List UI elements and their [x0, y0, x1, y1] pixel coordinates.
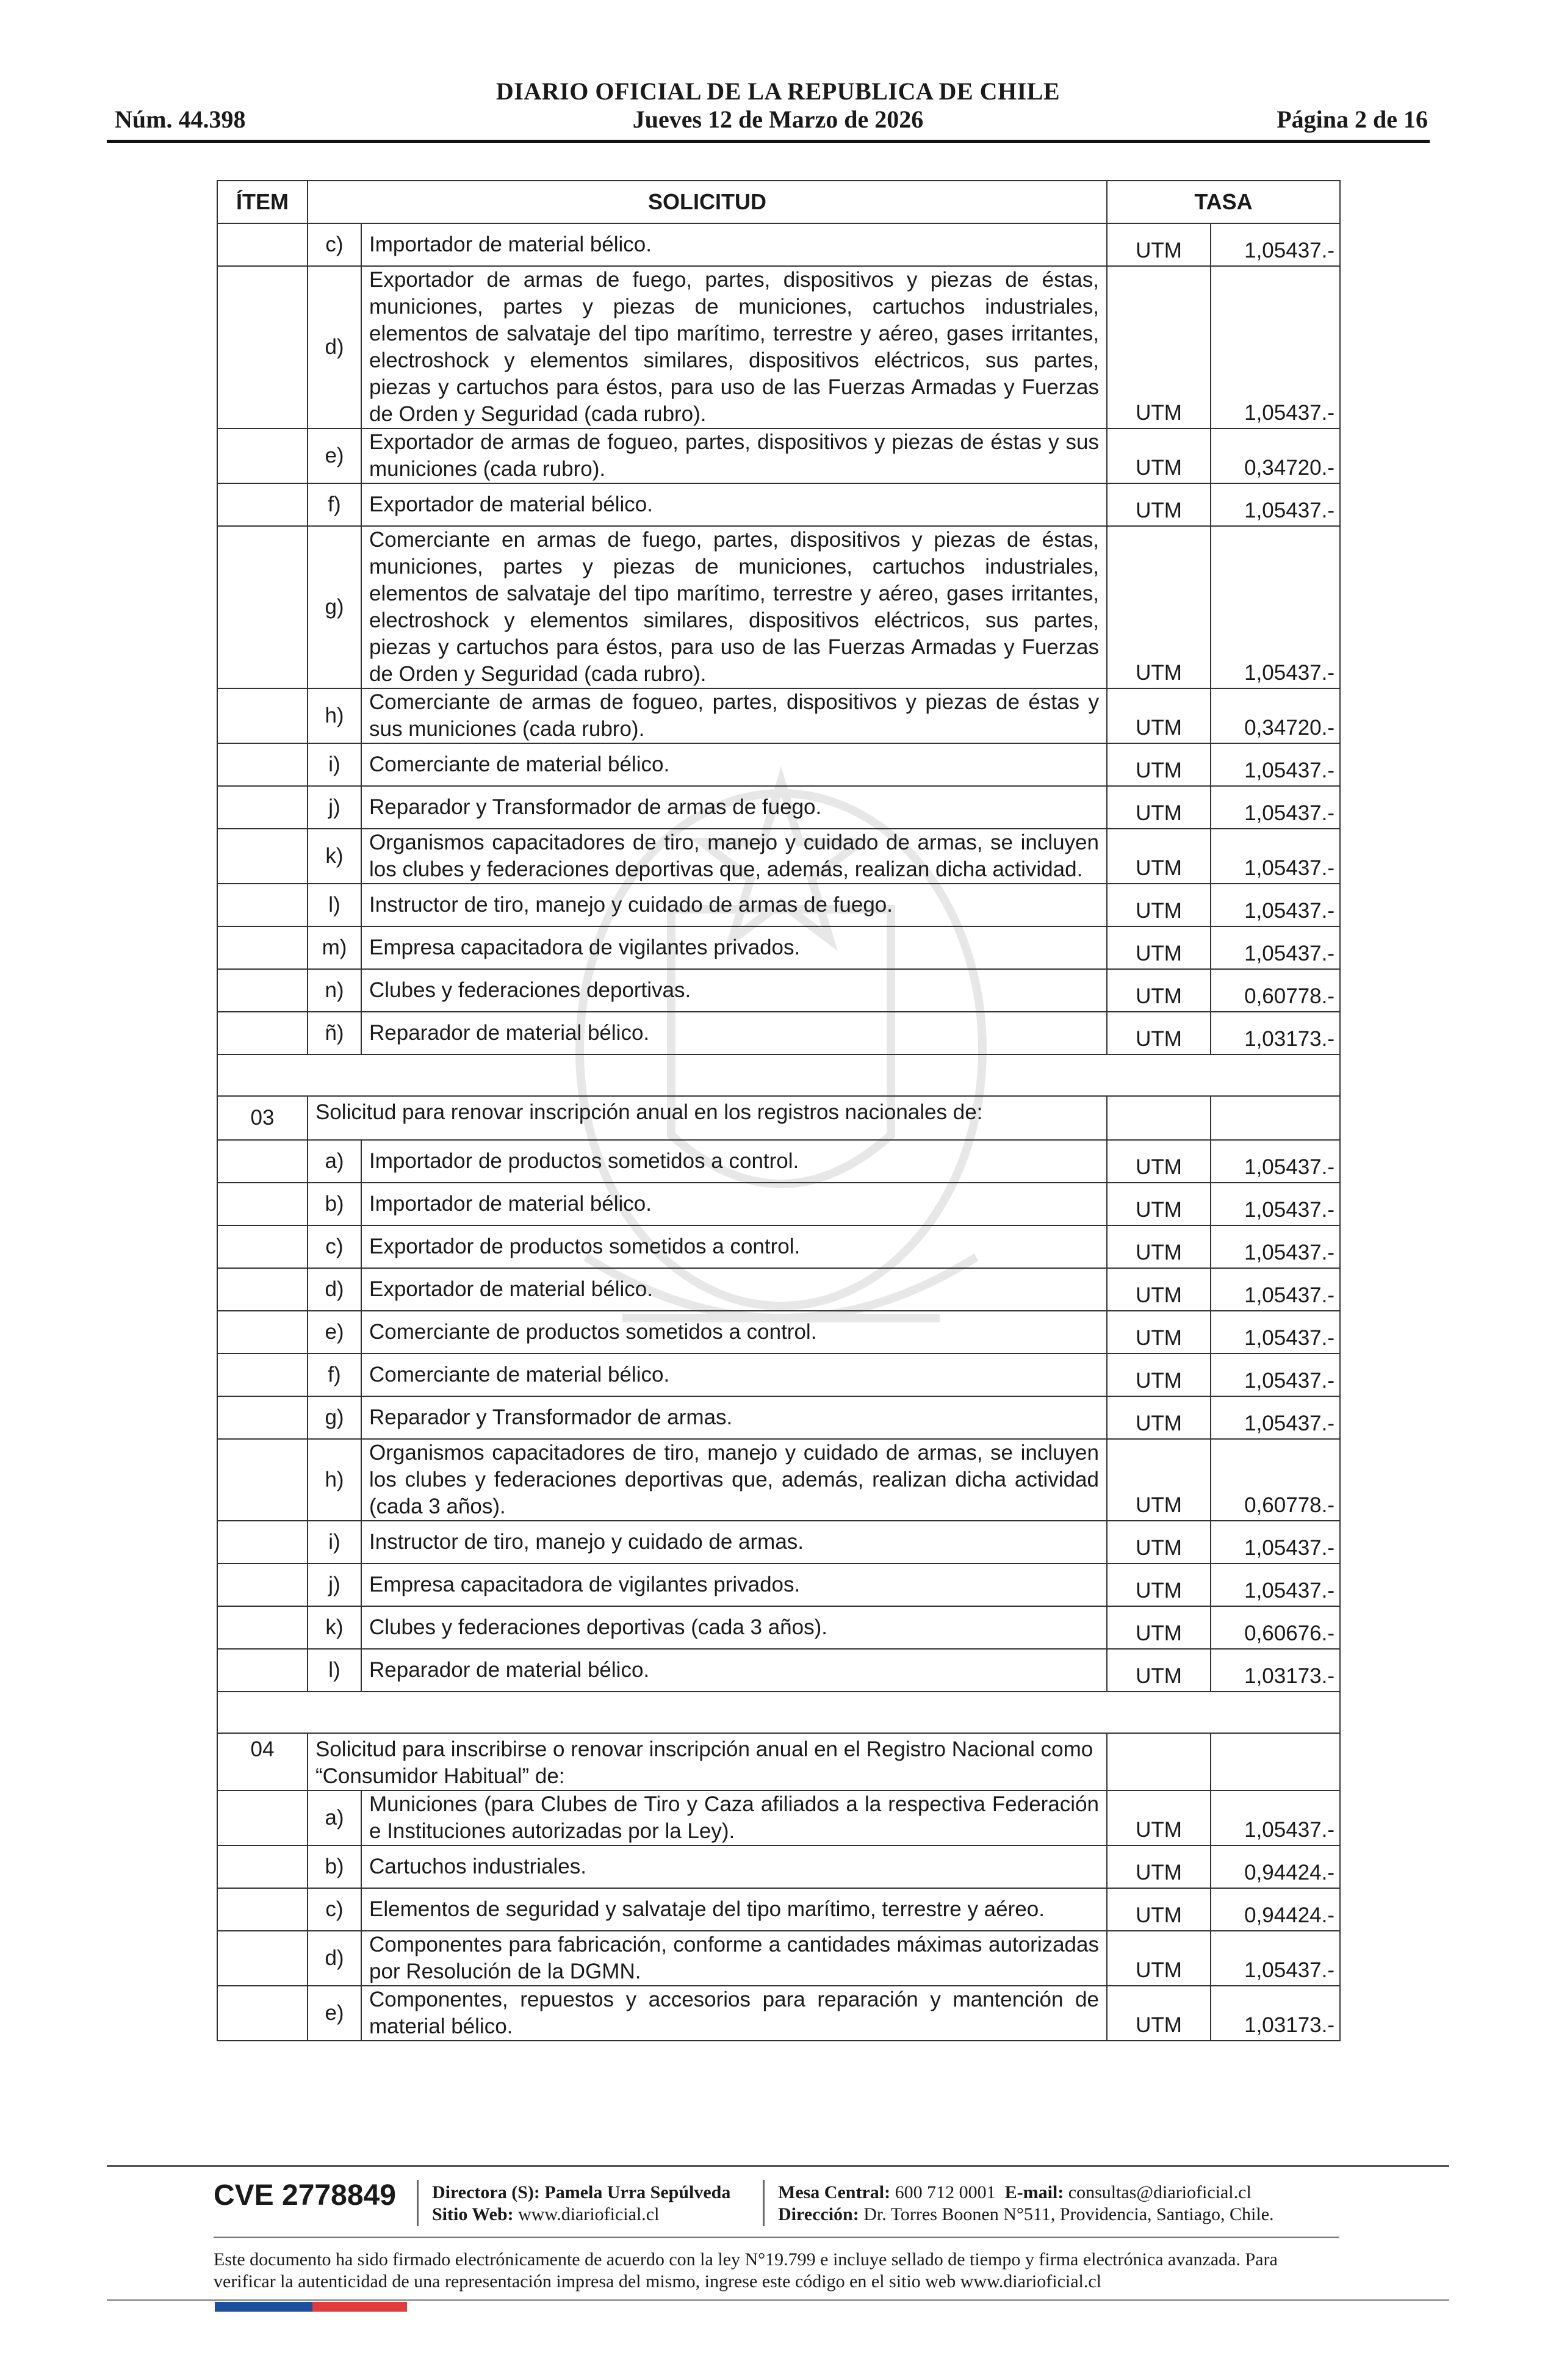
row-letter: c) [308, 1225, 361, 1268]
table-row [217, 1396, 1340, 1439]
row-rate: 1,05437.- [1211, 926, 1340, 969]
column-header-solicitud: SOLICITUD [308, 181, 1107, 223]
footer-rule [107, 2165, 1449, 2167]
row-item-cell [217, 969, 308, 1012]
row-rate: 1,05437.- [1211, 1931, 1340, 1986]
legal-notice: Este documento ha sido firmado electrónicamente de acuerdo con la ley N°19.799 e incluye sellado de tiempo y firma electrónica avanzada. Para verificar la autenticidad de una representación impresa del mismo, ingrese este código en el sitio web www.diarioficial.cl [214, 2249, 1278, 2292]
row-description: Reparador de material bélico. [361, 1012, 1107, 1055]
address-text: Dr. Torres Boonen N°511, Providencia, Santiago, Chile. [863, 2204, 1274, 2224]
row-rate: 1,05437.- [1211, 1183, 1340, 1225]
row-letter: g) [308, 1396, 361, 1439]
row-letter: e) [308, 1311, 361, 1354]
row-item-cell [217, 1931, 308, 1986]
row-letter: d) [308, 266, 361, 428]
empty-cell [1211, 1733, 1340, 1790]
flag-stripe-blue [215, 2302, 312, 2312]
director-block [432, 2182, 730, 2226]
row-rate: 0,60778.- [1211, 1439, 1340, 1521]
empty-cell [1211, 1096, 1340, 1140]
row-description: Organismos capacitadores de tiro, manejo y cuidado de armas, se incluyen los clubes y federaciones deportivas que, además, realizan dicha actividad (cada 3 años). [361, 1439, 1107, 1521]
row-rate: 1,05437.- [1211, 1396, 1340, 1439]
table-row [217, 743, 1340, 786]
row-unit: UTM [1107, 1012, 1211, 1055]
row-unit: UTM [1107, 526, 1211, 688]
row-item-cell [217, 1012, 308, 1055]
row-description: Comerciante de armas de fogueo, partes, dispositivos y piezas de éstas y sus municiones (cada rubro). [361, 688, 1107, 743]
section-header-row [217, 1096, 1340, 1140]
row-unit: UTM [1107, 1396, 1211, 1439]
row-description: Clubes y federaciones deportivas. [361, 969, 1107, 1012]
table-row [217, 1606, 1340, 1649]
director-name: Pamela Urra Sepúlveda [544, 2182, 731, 2202]
row-letter: m) [308, 926, 361, 969]
row-rate: 1,05437.- [1211, 1521, 1340, 1563]
row-description: Empresa capacitadora de vigilantes privados. [361, 1563, 1107, 1606]
row-unit: UTM [1107, 829, 1211, 884]
footer-separator [763, 2180, 765, 2226]
row-rate: 1,05437.- [1211, 1790, 1340, 1845]
row-item-cell [217, 1225, 308, 1268]
table-header-row [217, 181, 1340, 223]
row-description: Comerciante de material bélico. [361, 743, 1107, 786]
row-description: Componentes, repuestos y accesorios para reparación y mantención de material bélico. [361, 1986, 1107, 2041]
table-row [217, 1012, 1340, 1055]
row-rate: 0,94424.- [1211, 1845, 1340, 1888]
row-letter: n) [308, 969, 361, 1012]
row-item-cell [217, 1183, 308, 1225]
row-letter: l) [308, 1649, 361, 1692]
row-item-cell [217, 1606, 308, 1649]
row-description: Clubes y federaciones deportivas (cada 3 años). [361, 1606, 1107, 1649]
table-row [217, 1888, 1340, 1931]
table-row [217, 1268, 1340, 1311]
row-rate: 0,34720.- [1211, 688, 1340, 743]
row-unit: UTM [1107, 1845, 1211, 1888]
row-description: Exportador de material bélico. [361, 483, 1107, 526]
row-item-cell [217, 1986, 308, 2041]
row-description: Exportador de productos sometidos a control. [361, 1225, 1107, 1268]
row-unit: UTM [1107, 1563, 1211, 1606]
row-description: Elementos de seguridad y salvataje del tipo marítimo, terrestre y aéreo. [361, 1888, 1107, 1931]
row-description: Comerciante de material bélico. [361, 1354, 1107, 1396]
row-unit: UTM [1107, 1931, 1211, 1986]
row-rate: 0,34720.- [1211, 428, 1340, 483]
row-letter: l) [308, 884, 361, 926]
row-unit: UTM [1107, 428, 1211, 483]
row-unit: UTM [1107, 969, 1211, 1012]
row-item-cell [217, 1311, 308, 1354]
table-row [217, 428, 1340, 483]
row-unit: UTM [1107, 483, 1211, 526]
spacer-cell [217, 1055, 1340, 1096]
row-item-cell [217, 1354, 308, 1396]
row-description: Comerciante en armas de fuego, partes, dispositivos y piezas de éstas, municiones, partes y piezas de municiones, cartuchos industriales, elementos de salvataje del tipo marítimo, terrestre y aéreo, gases irritantes, electroshock y elementos similares, dispositivos eléctricos, sus partes, piezas y cartuchos para éstos, para uso de las Fuerzas Armadas y Fuerzas de Orden y Seguridad (cada rubro). [361, 526, 1107, 688]
row-letter: f) [308, 1354, 361, 1396]
footer-rule [214, 2237, 1339, 2238]
section-title: Solicitud para renovar inscripción anual en los registros nacionales de: [308, 1096, 1107, 1140]
row-rate: 0,60676.- [1211, 1606, 1340, 1649]
row-letter: h) [308, 1439, 361, 1521]
row-unit: UTM [1107, 884, 1211, 926]
row-letter: e) [308, 1986, 361, 2041]
row-letter: b) [308, 1183, 361, 1225]
table-row [217, 223, 1340, 266]
row-rate: 1,05437.- [1211, 1354, 1340, 1396]
row-rate: 1,03173.- [1211, 1986, 1340, 2041]
row-letter: d) [308, 1931, 361, 1986]
row-item-cell [217, 743, 308, 786]
spacer [217, 1692, 1340, 1733]
table-row [217, 829, 1340, 884]
email-link[interactable]: consultas@diarioficial.cl [1068, 2182, 1252, 2202]
row-rate: 1,05437.- [1211, 526, 1340, 688]
row-letter: c) [308, 223, 361, 266]
table-row [217, 1790, 1340, 1845]
table-row [217, 526, 1340, 688]
header-rule [107, 140, 1430, 143]
row-item-cell [217, 1563, 308, 1606]
section-03 [217, 1096, 1340, 1140]
row-description: Importador de material bélico. [361, 1183, 1107, 1225]
section-04-rows [217, 1790, 1340, 2041]
row-letter: d) [308, 1268, 361, 1311]
row-unit: UTM [1107, 743, 1211, 786]
row-unit: UTM [1107, 1521, 1211, 1563]
row-description: Comerciante de productos sometidos a control. [361, 1311, 1107, 1354]
row-description: Instructor de tiro, manejo y cuidado de armas de fuego. [361, 884, 1107, 926]
row-letter: k) [308, 1606, 361, 1649]
table-row [217, 266, 1340, 428]
spacer [217, 1055, 1340, 1096]
section-03-rows [217, 1140, 1340, 1692]
row-description: Instructor de tiro, manejo y cuidado de armas. [361, 1521, 1107, 1563]
row-item-cell [217, 223, 308, 266]
email-label: E-mail: [1004, 2182, 1064, 2202]
row-description: Exportador de material bélico. [361, 1268, 1107, 1311]
website-link[interactable]: www.diarioficial.cl [518, 2204, 660, 2224]
table-row [217, 1225, 1340, 1268]
table-row [217, 884, 1340, 926]
row-unit: UTM [1107, 1354, 1211, 1396]
row-letter: g) [308, 526, 361, 688]
issue-number: Núm. 44.398 [115, 106, 246, 133]
row-item-cell [217, 1140, 308, 1183]
row-item-cell [217, 483, 308, 526]
phone-number: 600 712 0001 [895, 2182, 996, 2202]
table-row [217, 1183, 1340, 1225]
row-item-cell [217, 526, 308, 688]
row-unit: UTM [1107, 926, 1211, 969]
row-item-cell [217, 926, 308, 969]
row-item-cell [217, 1888, 308, 1931]
row-rate: 1,03173.- [1211, 1649, 1340, 1692]
row-unit: UTM [1107, 1225, 1211, 1268]
cve-code: CVE 2778849 [214, 2179, 396, 2212]
row-rate: 1,05437.- [1211, 1563, 1340, 1606]
row-letter: a) [308, 1790, 361, 1845]
row-item-cell [217, 829, 308, 884]
phone-label: Mesa Central: [778, 2182, 891, 2202]
row-letter: j) [308, 1563, 361, 1606]
row-rate: 1,05437.- [1211, 483, 1340, 526]
table-row [217, 786, 1340, 829]
group-top-rows [217, 223, 1340, 1055]
table-row [217, 926, 1340, 969]
table-row [217, 483, 1340, 526]
row-item-cell [217, 1521, 308, 1563]
row-rate: 0,60778.- [1211, 969, 1340, 1012]
address-label: Dirección: [778, 2204, 859, 2224]
issue-date: Jueves 12 de Marzo de 2026 [632, 106, 924, 133]
row-unit: UTM [1107, 1439, 1211, 1521]
footer-rule [107, 2299, 1449, 2301]
row-unit: UTM [1107, 1311, 1211, 1354]
table-row [217, 1311, 1340, 1354]
row-item-cell [217, 884, 308, 926]
section-04 [217, 1733, 1340, 1790]
row-rate: 1,05437.- [1211, 884, 1340, 926]
row-unit: UTM [1107, 223, 1211, 266]
row-unit: UTM [1107, 1268, 1211, 1311]
row-description: Exportador de armas de fogueo, partes, dispositivos y piezas de éstas y sus municiones (cada rubro). [361, 428, 1107, 483]
table-row [217, 1439, 1340, 1521]
row-description: Componentes para fabricación, conforme a cantidades máximas autorizadas por Resolución de la DGMN. [361, 1931, 1107, 1986]
row-description: Empresa capacitadora de vigilantes privados. [361, 926, 1107, 969]
column-header-item: ÍTEM [217, 181, 308, 223]
row-unit: UTM [1107, 1986, 1211, 2041]
row-rate: 0,94424.- [1211, 1888, 1340, 1931]
row-item-cell [217, 1845, 308, 1888]
row-item-cell [217, 1790, 308, 1845]
row-unit: UTM [1107, 1790, 1211, 1845]
row-letter: i) [308, 743, 361, 786]
row-unit: UTM [1107, 1888, 1211, 1931]
table-row [217, 1931, 1340, 1986]
row-description: Reparador de material bélico. [361, 1649, 1107, 1692]
row-rate: 1,05437.- [1211, 743, 1340, 786]
website-label: Sitio Web: [432, 2204, 514, 2224]
table-row [217, 969, 1340, 1012]
row-item-cell [217, 1439, 308, 1521]
section-title: Solicitud para inscribirse o renovar inscripción anual en el Registro Nacional como “Consumidor Habitual” de: [308, 1733, 1107, 1790]
row-unit: UTM [1107, 1140, 1211, 1183]
row-letter: k) [308, 829, 361, 884]
row-letter: c) [308, 1888, 361, 1931]
table-row [217, 1845, 1340, 1888]
row-description: Municiones (para Clubes de Tiro y Caza afiliados a la respectiva Federación e Instituciones autorizadas por la Ley). [361, 1790, 1107, 1845]
spacer-cell [217, 1692, 1340, 1733]
page-number: Página 2 de 16 [1277, 106, 1428, 133]
row-item-cell [217, 266, 308, 428]
director-label: Directora (S): [432, 2182, 540, 2202]
row-description: Importador de material bélico. [361, 223, 1107, 266]
row-letter: i) [308, 1521, 361, 1563]
row-letter: a) [308, 1140, 361, 1183]
row-item-cell [217, 1649, 308, 1692]
row-item-cell [217, 786, 308, 829]
row-letter: f) [308, 483, 361, 526]
row-rate: 1,05437.- [1211, 1225, 1340, 1268]
row-rate: 1,05437.- [1211, 1268, 1340, 1311]
row-description: Exportador de armas de fuego, partes, dispositivos y piezas de éstas, municiones, partes y piezas de municiones, cartuchos industriales, elementos de salvataje del tipo marítimo, terrestre y aéreo, gases irritantes, electroshock y elementos similares, dispositivos eléctricos, sus partes, piezas y cartuchos para éstos, para uso de las Fuerzas Armadas y Fuerzas de Orden y Seguridad (cada rubro). [361, 266, 1107, 428]
fee-table [217, 180, 1341, 2041]
row-rate: 1,05437.- [1211, 786, 1340, 829]
row-letter: h) [308, 688, 361, 743]
row-description: Reparador y Transformador de armas de fuego. [361, 786, 1107, 829]
row-rate: 1,05437.- [1211, 1140, 1340, 1183]
row-rate: 1,03173.- [1211, 1012, 1340, 1055]
section-item-number: 04 [217, 1733, 308, 1790]
row-description: Importador de productos sometidos a control. [361, 1140, 1107, 1183]
empty-cell [1107, 1096, 1211, 1140]
contact-block [778, 2182, 1274, 2226]
row-rate: 1,05437.- [1211, 266, 1340, 428]
row-unit: UTM [1107, 786, 1211, 829]
row-unit: UTM [1107, 1649, 1211, 1692]
table-row [217, 1986, 1340, 2041]
table-row [217, 1521, 1340, 1563]
row-rate: 1,05437.- [1211, 1311, 1340, 1354]
table-row [217, 1563, 1340, 1606]
section-item-number: 03 [217, 1096, 308, 1140]
table-row [217, 1354, 1340, 1396]
row-rate: 1,05437.- [1211, 223, 1340, 266]
row-letter: j) [308, 786, 361, 829]
row-item-cell [217, 1268, 308, 1311]
row-description: Cartuchos industriales. [361, 1845, 1107, 1888]
section-header-row [217, 1733, 1340, 1790]
row-unit: UTM [1107, 266, 1211, 428]
row-letter: ñ) [308, 1012, 361, 1055]
column-header-tasa: TASA [1107, 181, 1340, 223]
row-description: Reparador y Transformador de armas. [361, 1396, 1107, 1439]
row-item-cell [217, 428, 308, 483]
row-unit: UTM [1107, 1183, 1211, 1225]
row-rate: 1,05437.- [1211, 829, 1340, 884]
row-description: Organismos capacitadores de tiro, manejo y cuidado de armas, se incluyen los clubes y federaciones deportivas que, además, realizan dicha actividad. [361, 829, 1107, 884]
row-letter: e) [308, 428, 361, 483]
row-letter: b) [308, 1845, 361, 1888]
row-unit: UTM [1107, 1606, 1211, 1649]
flag-stripe-red [312, 2302, 407, 2312]
table-row [217, 688, 1340, 743]
newspaper-title: DIARIO OFICIAL DE LA REPUBLICA DE CHILE [495, 78, 1061, 105]
table-row [217, 1140, 1340, 1183]
empty-cell [1107, 1733, 1211, 1790]
table-row [217, 1649, 1340, 1692]
footer-separator [417, 2180, 419, 2226]
row-unit: UTM [1107, 688, 1211, 743]
row-item-cell [217, 688, 308, 743]
row-item-cell [217, 1396, 308, 1439]
